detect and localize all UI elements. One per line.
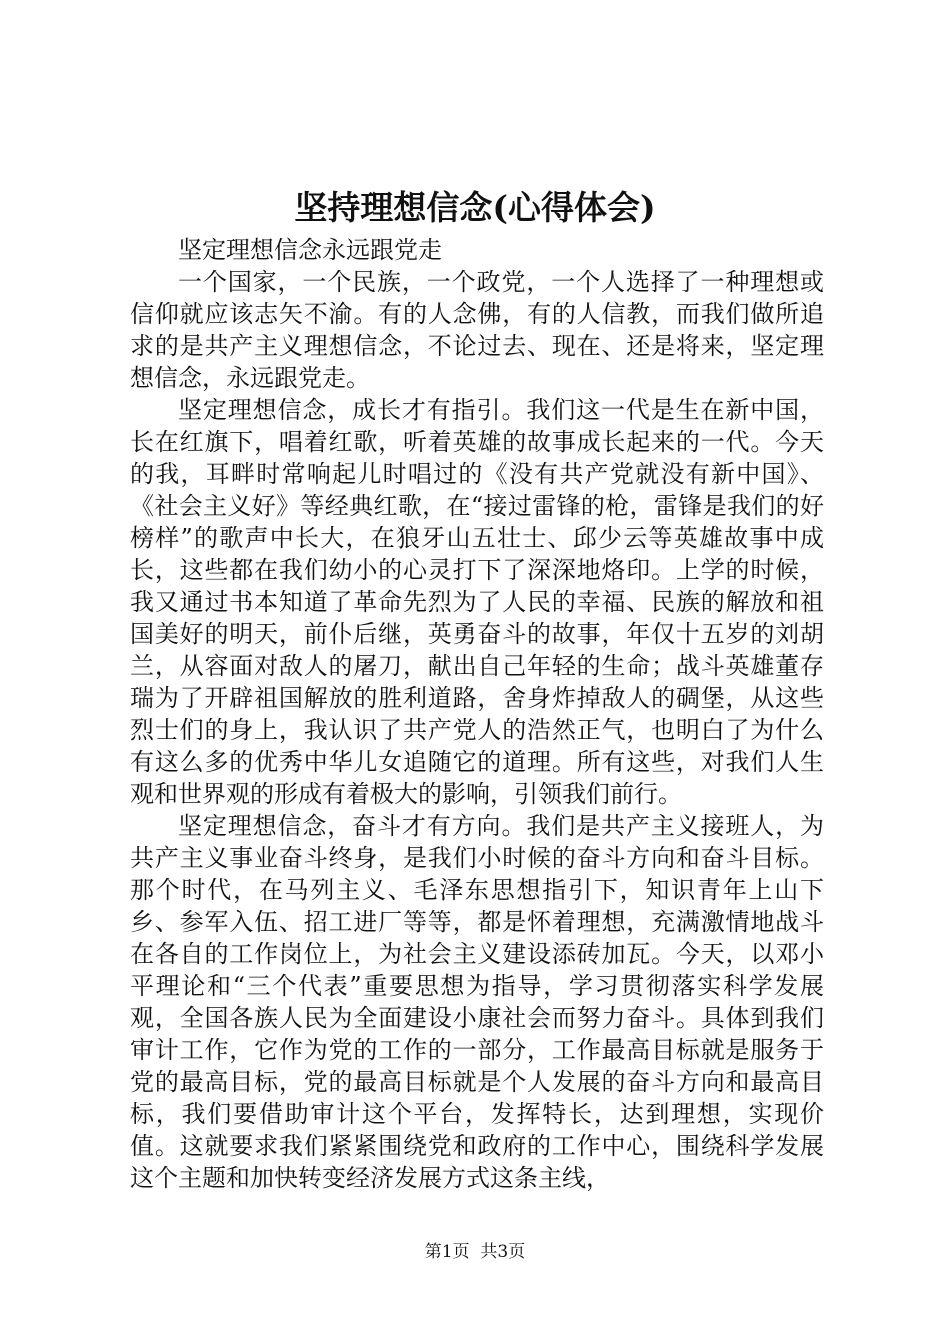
paragraph-subtitle: 坚定理想信念永远跟党走: [178, 236, 442, 264]
document-body: [130, 234, 824, 1194]
page-footer: [0, 1240, 950, 1264]
paragraph: 坚定理想信念，奋斗才有方向。我们是共产主义接班人，为共产主义事业奋斗终身，是我们小时候的奋斗方向和奋斗目标。那个时代，在马列主义、毛泽东思想指引下，知识青年上山下乡、参军入伍、招工进厂等等，都是怀着理想，充满激情地战斗在各自的工作岗位上，为社会主义建设添砖加瓦。今天，以邓小平理论和“三个代表”重要思想为指导，学习贯彻落实科学发展观，全国各族人民为全面建设小康社会而努力奋斗。具体到我们审计工作，它作为党的工作的一部分，工作最高目标就是服务于党的最高目标，党的最高目标就是个人发展的奋斗方向和最高目标，我们要借助审计这个平台，发挥特长，达到理想，实现价值。这就要求我们紧紧围绕党和政府的工作中心，围绕科学发展这个主题和加快转变经济发展方式这条主线，: [130, 812, 824, 1192]
page-number: 第1页: [424, 1242, 470, 1262]
paragraph: 坚定理想信念，成长才有指引。我们这一代是生在新中国，长在红旗下，唱着红歌，听着英雄的故事成长起来的一代。今天的我，耳畔时常响起儿时唱过的《没有共产党就没有新中国》、《社会主义好》等经典红歌，在“接过雷锋的枪，雷锋是我们的好榜样”的歌声中长大，在狼牙山五壮士、邱少云等英雄故事中成长，这些都在我们幼小的心灵打下了深深地烙印。上学的时候，我又通过书本知道了革命先烈为了人民的幸福、民族的解放和祖国美好的明天，前仆后继，英勇奋斗的故事，年仅十五岁的刘胡兰，从容面对敌人的屠刀，献出自己年轻的生命；战斗英雄董存瑞为了开辟祖国解放的胜利道路，舍身炸掉敌人的碉堡，从这些烈士们的身上，我认识了共产党人的浩然正气，也明白了为什么有这么多的优秀中华儿女追随它的道理。所有这些，对我们人生观和世界观的形成有着极大的影响，引领我们前行。: [130, 396, 824, 808]
paragraph: 一个国家，一个民族，一个政党，一个人选择了一种理想或信仰就应该志矢不渝。有的人念佛，有的人信教，而我们做所追求的是共产主义理想信念，不论过去、现在、还是将来，坚定理想信念，永远跟党走。: [130, 268, 824, 392]
page-total: 共3页: [480, 1242, 526, 1262]
document-title: 坚持理想信念(心得体会): [294, 188, 656, 227]
